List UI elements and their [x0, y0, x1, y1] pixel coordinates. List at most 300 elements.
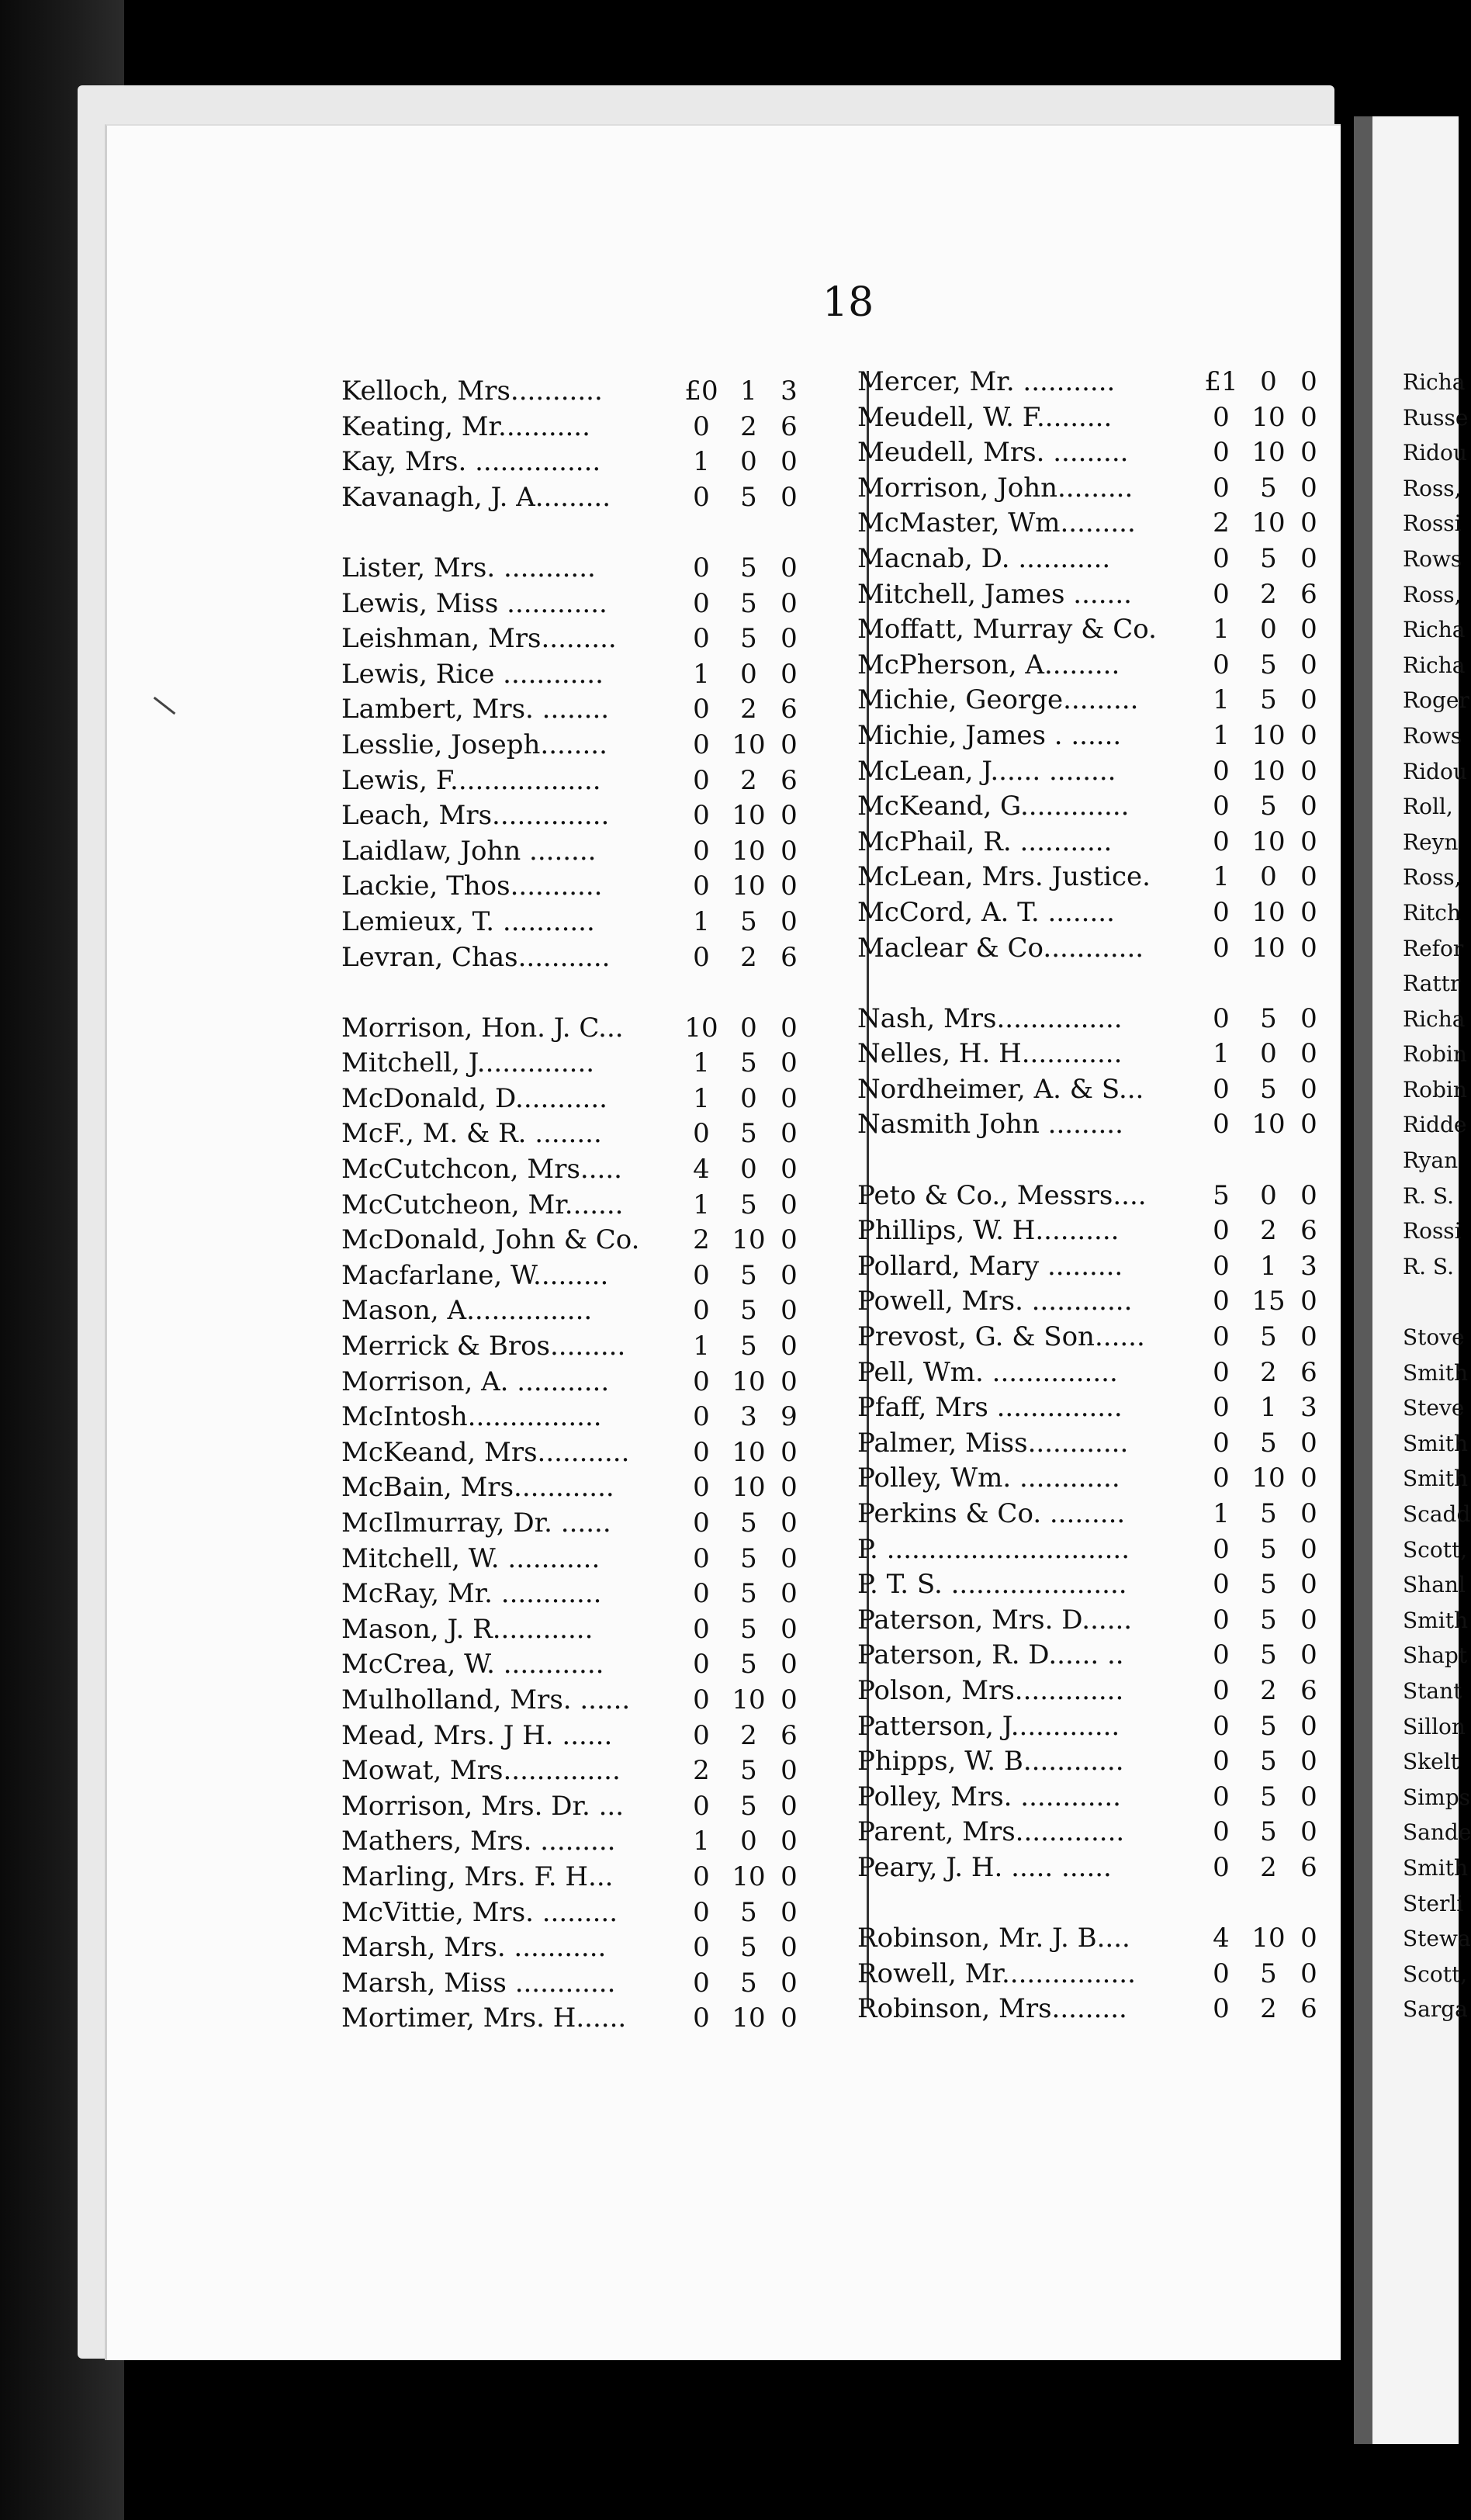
pence-value: 3 — [780, 376, 798, 407]
subscriber-name: Macfarlane, W......... — [341, 1259, 609, 1291]
ledger-row — [341, 2001, 808, 2037]
ledger-row — [341, 1223, 808, 1258]
pence-value: 0 — [1300, 1816, 1317, 1848]
shillings-value: 5 — [740, 1189, 757, 1220]
amount — [675, 1966, 808, 2002]
ledger-row — [857, 1815, 1328, 1850]
amount — [675, 1365, 808, 1400]
pence-value: 0 — [1300, 1321, 1317, 1353]
subscriber-name: Maclear & Co............ — [857, 932, 1144, 964]
pence-value: 0 — [1300, 755, 1317, 787]
subscriber-name: Richa — [1403, 652, 1466, 678]
amount — [1195, 1107, 1328, 1143]
shillings-value: 10 — [1251, 1462, 1286, 1494]
subscriber-name: McDonald, D........... — [341, 1082, 607, 1114]
pence-value: 6 — [780, 941, 798, 973]
pounds-value: 1 — [693, 1331, 710, 1362]
shillings-value: 0 — [1260, 366, 1277, 397]
pounds-value: 0 — [693, 1401, 710, 1433]
pence-value: 6 — [1300, 1356, 1317, 1388]
pence-value: 0 — [780, 905, 798, 937]
ledger-row — [341, 869, 808, 905]
ledger-row — [857, 1674, 1328, 1709]
subscriber-name: P. T. S. ..................... — [857, 1569, 1127, 1601]
subscriber-name: Michie, James . ...... — [857, 719, 1122, 751]
shillings-value: 2 — [1260, 578, 1277, 610]
shillings-value: 0 — [740, 446, 757, 478]
shillings-value: 0 — [1260, 1179, 1277, 1211]
amount — [1195, 435, 1328, 471]
pence-value: 6 — [1300, 578, 1317, 610]
shillings-value: 2 — [1260, 1851, 1277, 1883]
pounds-value: 0 — [1213, 1073, 1230, 1105]
subscriber-name: Robinson, Mr. J. B.... — [857, 1923, 1130, 1954]
ledger-row — [857, 1638, 1328, 1674]
pounds-value: 1 — [1213, 684, 1230, 716]
subscriber-name: McDonald, John & Co. — [341, 1224, 640, 1256]
subscriber-name: Ridde — [1403, 1112, 1467, 1138]
shillings-value: 5 — [1260, 1604, 1277, 1636]
subscriber-name: Prevost, G. & Son...... — [857, 1321, 1145, 1353]
subscriber-name: Mead, Mrs. J H. ...... — [341, 1719, 613, 1751]
shillings-value: 5 — [1260, 1498, 1277, 1529]
shillings-value: 5 — [740, 1967, 757, 1999]
subscriber-name: McF., M. & R. ........ — [341, 1118, 602, 1150]
amount — [1195, 1709, 1328, 1745]
subscriber-name: Pfaff, Mrs ............... — [857, 1392, 1123, 1424]
amount — [1195, 1638, 1328, 1674]
pounds-value: 0 — [693, 552, 710, 583]
ledger-row — [341, 657, 808, 693]
ledger-row — [1403, 1107, 1467, 1143]
pounds-value: 2 — [693, 1224, 710, 1256]
ledger-row — [857, 966, 1328, 1002]
amount — [1195, 1249, 1328, 1285]
ledger-row — [857, 754, 1328, 790]
shillings-value: 10 — [732, 1861, 766, 1892]
ledger-row — [1403, 860, 1462, 895]
pounds-value: 0 — [693, 1578, 710, 1610]
ledger-row — [857, 648, 1328, 684]
ledger-row — [1403, 1284, 1457, 1320]
subscriber-name: Marling, Mrs. F. H... — [341, 1861, 614, 1892]
subscriber-name: Richa — [1403, 369, 1466, 395]
subscriber-name: Lemieux, T. ........... — [341, 905, 595, 937]
pounds-value: 0 — [1213, 1569, 1230, 1601]
shillings-value: 0 — [1260, 861, 1277, 893]
shillings-value: 5 — [1260, 1569, 1277, 1601]
subscriber-name: Nash, Mrs............... — [857, 1002, 1123, 1034]
shillings-value: 5 — [740, 1542, 757, 1574]
ledger-row — [857, 1284, 1328, 1320]
pounds-value: 0 — [1213, 1993, 1230, 2025]
pence-value: 0 — [1300, 1958, 1317, 1989]
amount — [1195, 931, 1328, 967]
pounds-value: 0 — [693, 1790, 710, 1822]
ledger-row — [857, 1603, 1328, 1639]
shillings-value: 2 — [740, 941, 757, 973]
subscriber-name: Shapt — [1403, 1642, 1468, 1669]
ledger-row — [1403, 895, 1462, 931]
shillings-value: 3 — [740, 1401, 757, 1433]
pence-value: 0 — [780, 1154, 798, 1186]
shillings-value: 5 — [1260, 684, 1277, 716]
amount — [675, 834, 808, 870]
ledger-row — [1403, 931, 1464, 967]
ledger-row — [1403, 1320, 1465, 1355]
subscriber-name: Marsh, Mrs. ........... — [341, 1932, 607, 1964]
shillings-value: 10 — [1251, 719, 1286, 751]
pence-value: 0 — [780, 1118, 798, 1150]
ledger-row — [341, 1011, 808, 1047]
pence-value: 0 — [780, 1295, 798, 1327]
ledger-row — [1403, 718, 1462, 754]
amount — [675, 374, 808, 410]
ledger-row — [341, 1116, 808, 1152]
pence-value: 0 — [780, 800, 798, 832]
pence-value: 0 — [1300, 1002, 1317, 1034]
amount — [1195, 1002, 1328, 1037]
pence-value: 6 — [780, 1719, 798, 1751]
pence-value: 0 — [780, 1472, 798, 1504]
subscriber-name: Nasmith John ......... — [857, 1109, 1123, 1141]
amount — [675, 1329, 808, 1365]
pence-value: 0 — [1300, 896, 1317, 928]
ledger-row — [1403, 1037, 1467, 1072]
ledger-row — [857, 1143, 1328, 1179]
subscriber-name: McIlmurray, Dr. ...... — [341, 1508, 611, 1539]
subscriber-name: Robin — [1403, 1041, 1467, 1068]
subscriber-name: Lambert, Mrs. ........ — [341, 694, 610, 725]
pounds-value: 0 — [1213, 1781, 1230, 1812]
shillings-value: 5 — [740, 1578, 757, 1610]
amount — [1195, 1037, 1328, 1072]
pounds-value: 0 — [693, 835, 710, 867]
subscriber-name: Stewa — [1403, 1926, 1471, 1952]
ledger-row — [857, 1497, 1328, 1532]
pence-value: 0 — [1300, 1179, 1317, 1211]
subscriber-name: Lackie, Thos........... — [341, 871, 603, 902]
ledger-row — [857, 1886, 1328, 1922]
shillings-value: 2 — [740, 764, 757, 796]
subscriber-name: Mulholland, Mrs. ...... — [341, 1684, 631, 1715]
ledger-row — [857, 1992, 1328, 2027]
ledger-row — [341, 1188, 808, 1224]
pounds-value: 0 — [693, 481, 710, 513]
ledger-row — [857, 1390, 1328, 1426]
subscriber-name: Mowat, Mrs.............. — [341, 1755, 621, 1787]
ledger-row — [857, 1002, 1328, 1037]
amount — [1195, 648, 1328, 684]
shillings-value: 5 — [1260, 1073, 1277, 1105]
amount — [675, 2001, 808, 2037]
shillings-value: 10 — [732, 800, 766, 832]
ledger-row — [857, 1780, 1328, 1816]
subscriber-name: McKeand, G............. — [857, 791, 1130, 822]
shillings-value: 2 — [740, 694, 757, 725]
subscriber-name: Lesslie, Joseph........ — [341, 729, 607, 760]
shillings-value: 5 — [740, 1649, 757, 1681]
pounds-value: 0 — [693, 623, 710, 655]
pence-value: 0 — [780, 1684, 798, 1715]
subscriber-name: Mason, A............... — [341, 1295, 593, 1327]
pounds-value: 0 — [1213, 1392, 1230, 1424]
ledger-row — [857, 825, 1328, 860]
amount — [1195, 1179, 1328, 1214]
pounds-value: 0 — [1213, 1958, 1230, 1989]
pounds-value: 0 — [1213, 1816, 1230, 1848]
subscriber-name: Rattr — [1403, 971, 1461, 997]
ledger-row — [341, 621, 808, 657]
subscriber-name: Macnab, D. ........... — [857, 542, 1111, 574]
amount — [1195, 1532, 1328, 1568]
pounds-value: 0 — [693, 410, 710, 442]
ledger-row — [1403, 365, 1466, 400]
pence-value: 0 — [1300, 1710, 1317, 1742]
pounds-value: 0 — [693, 1649, 710, 1681]
pence-value: 0 — [1300, 719, 1317, 751]
ledger-row — [341, 1753, 808, 1789]
amount — [675, 1223, 808, 1258]
subscriber-name: Meudell, Mrs. ......... — [857, 437, 1129, 469]
shillings-value: 2 — [740, 1719, 757, 1751]
ledger-row — [1403, 1674, 1462, 1709]
ledger-row — [341, 445, 808, 480]
ledger-row — [341, 1152, 808, 1188]
pence-value: 0 — [1300, 1639, 1317, 1671]
pence-value: 0 — [780, 1613, 798, 1645]
pounds-value: 1 — [693, 1189, 710, 1220]
pence-value: 0 — [1300, 542, 1317, 574]
subscriber-name: Palmer, Miss............ — [857, 1427, 1129, 1459]
ledger-row — [1403, 1957, 1468, 1992]
ledger-row — [857, 1744, 1328, 1780]
subscriber-name: R. S. — [1403, 1253, 1454, 1279]
pounds-value: 0 — [693, 871, 710, 902]
pounds-value: 0 — [693, 1932, 710, 1964]
subscriber-name: McPherson, A......... — [857, 649, 1120, 680]
pounds-value: 0 — [1213, 1462, 1230, 1494]
ledger-row — [1403, 612, 1466, 648]
subscriber-name: McVittie, Mrs. ......... — [341, 1896, 618, 1928]
pounds-value: £0 — [684, 376, 718, 407]
ledger-row — [341, 1258, 808, 1294]
shillings-value: 5 — [740, 905, 757, 937]
pounds-value: 0 — [693, 1896, 710, 1928]
amount — [1195, 1850, 1328, 1886]
pence-value: 0 — [1300, 1781, 1317, 1812]
amount — [1195, 1567, 1328, 1603]
amount — [1195, 1320, 1328, 1355]
pounds-value: 0 — [1213, 1427, 1230, 1459]
ledger-row — [857, 1355, 1328, 1391]
ledger-row — [341, 728, 808, 763]
ledger-row — [1403, 1532, 1468, 1568]
pounds-value: 0 — [1213, 437, 1230, 469]
ledger-row — [1403, 435, 1467, 471]
subscriber-name: Sarga — [1403, 1996, 1468, 2023]
amount — [1195, 1355, 1328, 1391]
shillings-value: 10 — [732, 1366, 766, 1397]
pence-value: 0 — [780, 729, 798, 760]
subscriber-name: Ross, — [1403, 864, 1462, 891]
pounds-value: 0 — [1213, 755, 1230, 787]
ledger-row — [857, 1426, 1328, 1462]
ledger-row — [1403, 1072, 1467, 1108]
amount — [1195, 1497, 1328, 1532]
pence-value: 3 — [1300, 1392, 1317, 1424]
pounds-value: 0 — [1213, 1746, 1230, 1778]
shillings-value: 5 — [740, 1259, 757, 1291]
ledger-row — [857, 612, 1328, 648]
ledger-row — [341, 1966, 808, 2002]
ledger-row — [857, 895, 1328, 931]
subscriber-name: Keating, Mr........... — [341, 410, 590, 442]
subscriber-name: Smith — [1403, 1466, 1468, 1492]
shillings-value: 10 — [1251, 507, 1286, 539]
pounds-value: 0 — [1213, 649, 1230, 680]
ledger-row — [341, 515, 808, 551]
amount — [675, 1753, 808, 1789]
amount — [675, 551, 808, 587]
subscriber-name: McLean, Mrs. Justice. — [857, 861, 1151, 893]
pence-value: 0 — [1300, 684, 1317, 716]
ledger-row — [341, 1082, 808, 1117]
subscriber-name: Polley, Wm. ............ — [857, 1462, 1120, 1494]
ledger-row — [1403, 1709, 1466, 1745]
pence-value: 0 — [1300, 826, 1317, 857]
subscriber-name: Pell, Wm. ............... — [857, 1356, 1118, 1388]
shillings-value: 10 — [732, 835, 766, 867]
shillings-value: 10 — [1251, 437, 1286, 469]
pence-value: 0 — [780, 1896, 798, 1928]
shillings-value: 0 — [1260, 1038, 1277, 1070]
ledger-row — [1403, 471, 1462, 507]
shillings-value: 5 — [1260, 1746, 1277, 1778]
ledger-row — [1403, 825, 1457, 860]
ledger-row — [1403, 1143, 1457, 1179]
pence-value: 0 — [780, 1861, 798, 1892]
pounds-value: £1 — [1204, 366, 1238, 397]
pounds-value: 2 — [693, 1755, 710, 1787]
amount — [675, 1577, 808, 1612]
pounds-value: 0 — [1213, 1533, 1230, 1565]
subscriber-name: Richa — [1403, 1006, 1466, 1032]
subscriber-name: Kavanagh, J. A......... — [341, 481, 611, 513]
ledger-row — [1403, 1780, 1470, 1816]
subscriber-name: Robin — [1403, 1076, 1467, 1102]
subscriber-name: Pollard, Mary ......... — [857, 1250, 1123, 1282]
shillings-value: 5 — [1260, 1958, 1277, 1989]
amount — [675, 1293, 808, 1329]
subscriber-name: McCord, A. T. ........ — [857, 896, 1115, 928]
pounds-value: 0 — [693, 2002, 710, 2034]
ledger-row — [857, 1249, 1328, 1285]
pence-value: 0 — [780, 1508, 798, 1539]
amount — [675, 1542, 808, 1577]
shillings-value: 0 — [740, 1012, 757, 1044]
shillings-value: 1 — [740, 376, 757, 407]
subscriber-name: Russe — [1403, 404, 1469, 431]
shillings-value: 10 — [732, 1684, 766, 1715]
subscriber-name: Peary, J. H. ..... ...... — [857, 1851, 1112, 1883]
amount — [675, 763, 808, 799]
amount — [1195, 577, 1328, 613]
shillings-value: 5 — [1260, 542, 1277, 574]
subscriber-name: Ridou — [1403, 758, 1467, 784]
pounds-value: 2 — [1213, 507, 1230, 539]
subscriber-name: Mitchell, W. ........... — [341, 1542, 601, 1574]
shillings-value: 2 — [1260, 1674, 1277, 1706]
subscriber-name: Richa — [1403, 617, 1466, 643]
subscriber-name: Roll, — [1403, 794, 1453, 820]
shillings-value: 0 — [740, 1826, 757, 1857]
subscriber-name: Smith — [1403, 1607, 1468, 1633]
ledger-row — [1403, 577, 1462, 613]
ledger-row — [341, 1542, 808, 1577]
pence-value: 0 — [780, 1542, 798, 1574]
amount — [675, 657, 808, 693]
ledger-row — [1403, 1567, 1466, 1603]
ledger-row — [341, 1046, 808, 1082]
shillings-value: 10 — [732, 2002, 766, 2034]
ledger-row — [341, 1719, 808, 1754]
ledger-row — [341, 1930, 808, 1966]
amount — [675, 1719, 808, 1754]
pence-value: 0 — [1300, 437, 1317, 469]
pence-value: 0 — [780, 1331, 798, 1362]
pounds-value: 0 — [1213, 1604, 1230, 1636]
ledger-row — [857, 789, 1328, 825]
subscriber-name: McBain, Mrs............ — [341, 1472, 614, 1504]
pounds-value: 4 — [1213, 1923, 1230, 1954]
ledger-row — [341, 1400, 808, 1435]
amount — [675, 1435, 808, 1471]
pence-value: 0 — [1300, 1746, 1317, 1778]
subscriber-name: Parent, Mrs............. — [857, 1816, 1125, 1848]
amount — [675, 1116, 808, 1152]
ledger-row — [341, 763, 808, 799]
subscriber-name: Lewis, F.................. — [341, 764, 601, 796]
pence-value: 0 — [780, 587, 798, 619]
subscriber-name: Smith — [1403, 1854, 1468, 1881]
subscriber-name: P. ............................. — [857, 1533, 1130, 1565]
subscriber-name: Ross, — [1403, 581, 1462, 608]
ledger-row — [1403, 1886, 1464, 1922]
pounds-value: 10 — [684, 1012, 718, 1044]
amount — [675, 410, 808, 445]
pounds-value: 0 — [693, 1613, 710, 1645]
shillings-value: 10 — [732, 1224, 766, 1256]
amount — [675, 1258, 808, 1294]
shillings-value: 5 — [740, 1118, 757, 1150]
pence-value: 0 — [780, 1012, 798, 1044]
ledger-row — [857, 1850, 1328, 1886]
amount — [675, 1082, 808, 1117]
ledger-row — [341, 1895, 808, 1931]
pence-value: 0 — [780, 1790, 798, 1822]
shillings-value: 5 — [740, 623, 757, 655]
pence-value: 0 — [1300, 366, 1317, 397]
shillings-value: 10 — [1251, 896, 1286, 928]
shillings-value: 5 — [740, 552, 757, 583]
subscriber-name: Levran, Chas........... — [341, 941, 611, 973]
pounds-value: 0 — [1213, 1215, 1230, 1247]
pence-value: 0 — [1300, 507, 1317, 539]
pounds-value: 0 — [693, 1295, 710, 1327]
ledger-row — [857, 1957, 1328, 1992]
pounds-value: 0 — [1213, 1250, 1230, 1282]
